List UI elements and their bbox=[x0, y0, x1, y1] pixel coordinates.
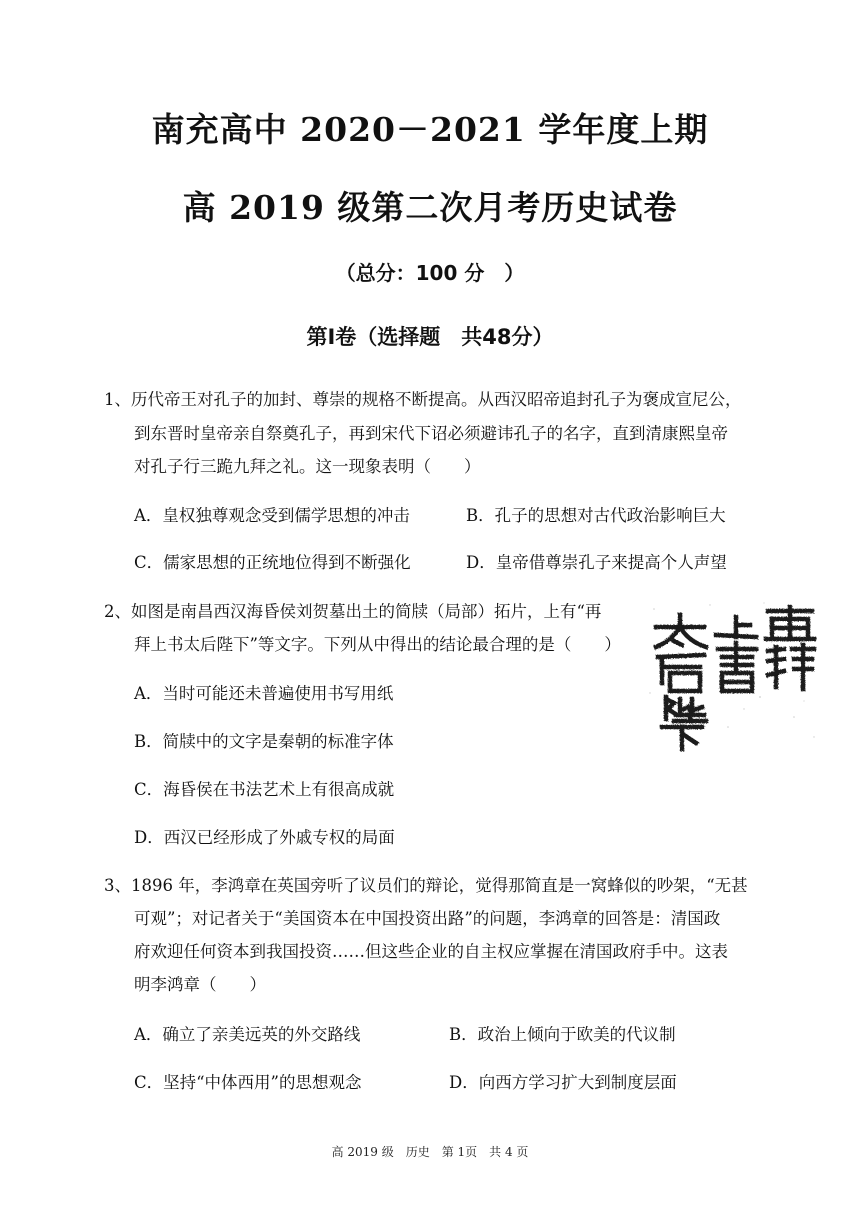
question-3-option-b: B．政治上倾向于欧美的代议制 bbox=[449, 1025, 676, 1044]
glyph-bi bbox=[666, 697, 706, 721]
glyph-tai bbox=[656, 615, 706, 647]
question-2-line-1: 2、如图是南昌西汉海昏侯刘贺墓出土的简牍（局部）拓片，上有“再 bbox=[104, 602, 602, 621]
question-2-option-a: A．当时可能还未普遍使用书写用纸 bbox=[134, 684, 394, 703]
bamboo-slip-rubbing-image bbox=[644, 597, 820, 753]
question-1-option-d: D．皇帝借尊崇孔子来提高个人声望 bbox=[466, 553, 727, 572]
exam-title-line1: 南充高中 2020－2021 学年度上期 bbox=[151, 110, 709, 149]
question-3-line-3: 府欢迎任何资本到我国投资……但这些企业的自主权应掌握在清国政府手中。这表 bbox=[134, 942, 728, 961]
question-1-line-2: 到东晋时皇帝亲自祭奠孔子，再到宋代下诏必须避讳孔子的名字，直到清康熙皇帝 bbox=[134, 424, 728, 443]
question-2-line-2: 拜上书太后陛下”等文字。下列从中得出的结论最合理的是（ ） bbox=[134, 635, 621, 654]
question-3-option-a: A．确立了亲美远英的外交路线 bbox=[134, 1025, 361, 1044]
glyph-bai bbox=[768, 645, 814, 689]
glyph-shu bbox=[718, 643, 756, 691]
question-3-option-c: C．坚持“中体西用”的思想观念 bbox=[134, 1073, 362, 1092]
page-footer: 高 2019 级 历史 第 1页 共 4 页 bbox=[331, 1145, 529, 1159]
question-1-option-c: C．儒家思想的正统地位得到不断强化 bbox=[134, 553, 411, 572]
question-3-line-4: 明李鸿章（ ） bbox=[134, 975, 266, 994]
glyph-xia bbox=[662, 727, 702, 749]
glyph-shang bbox=[716, 617, 756, 637]
glyph-zai bbox=[766, 607, 814, 639]
total-score: （总分：100 分 ） bbox=[335, 261, 525, 285]
question-2-option-d: D．西汉已经形成了外戚专权的局面 bbox=[134, 828, 395, 847]
question-3-option-d: D．向西方学习扩大到制度层面 bbox=[449, 1073, 677, 1092]
exam-title-line2: 高 2019 级第二次月考历史试卷 bbox=[182, 188, 678, 227]
section-title: 第Ⅰ卷（选择题 共48分） bbox=[306, 325, 554, 349]
question-1-line-1: 1、历代帝王对孔子的加封、尊崇的规格不断提高。从西汉昭帝追封孔子为褒成宣尼公， bbox=[104, 390, 742, 409]
question-1-option-b: B．孔子的思想对古代政治影响巨大 bbox=[466, 506, 726, 525]
question-2-option-b: B．简牍中的文字是秦朝的标准字体 bbox=[134, 732, 394, 751]
question-1-line-3: 对孔子行三跪九拜之礼。这一现象表明（ ） bbox=[134, 457, 481, 476]
question-2-option-c: C．海昏侯在书法艺术上有很高成就 bbox=[134, 780, 395, 799]
question-3-line-2: 可观”；对记者关于“美国资本在中国投资出路”的问题，李鸿章的回答是：清国政 bbox=[134, 909, 721, 928]
glyph-hou bbox=[658, 655, 704, 691]
question-3-line-1: 3、1896 年，李鸿章在英国旁听了议员们的辩论，觉得那简直是一窝蜂似的吵架，“无甚 bbox=[104, 876, 748, 895]
question-1-option-a: A．皇权独尊观念受到儒学思想的冲击 bbox=[134, 506, 410, 525]
